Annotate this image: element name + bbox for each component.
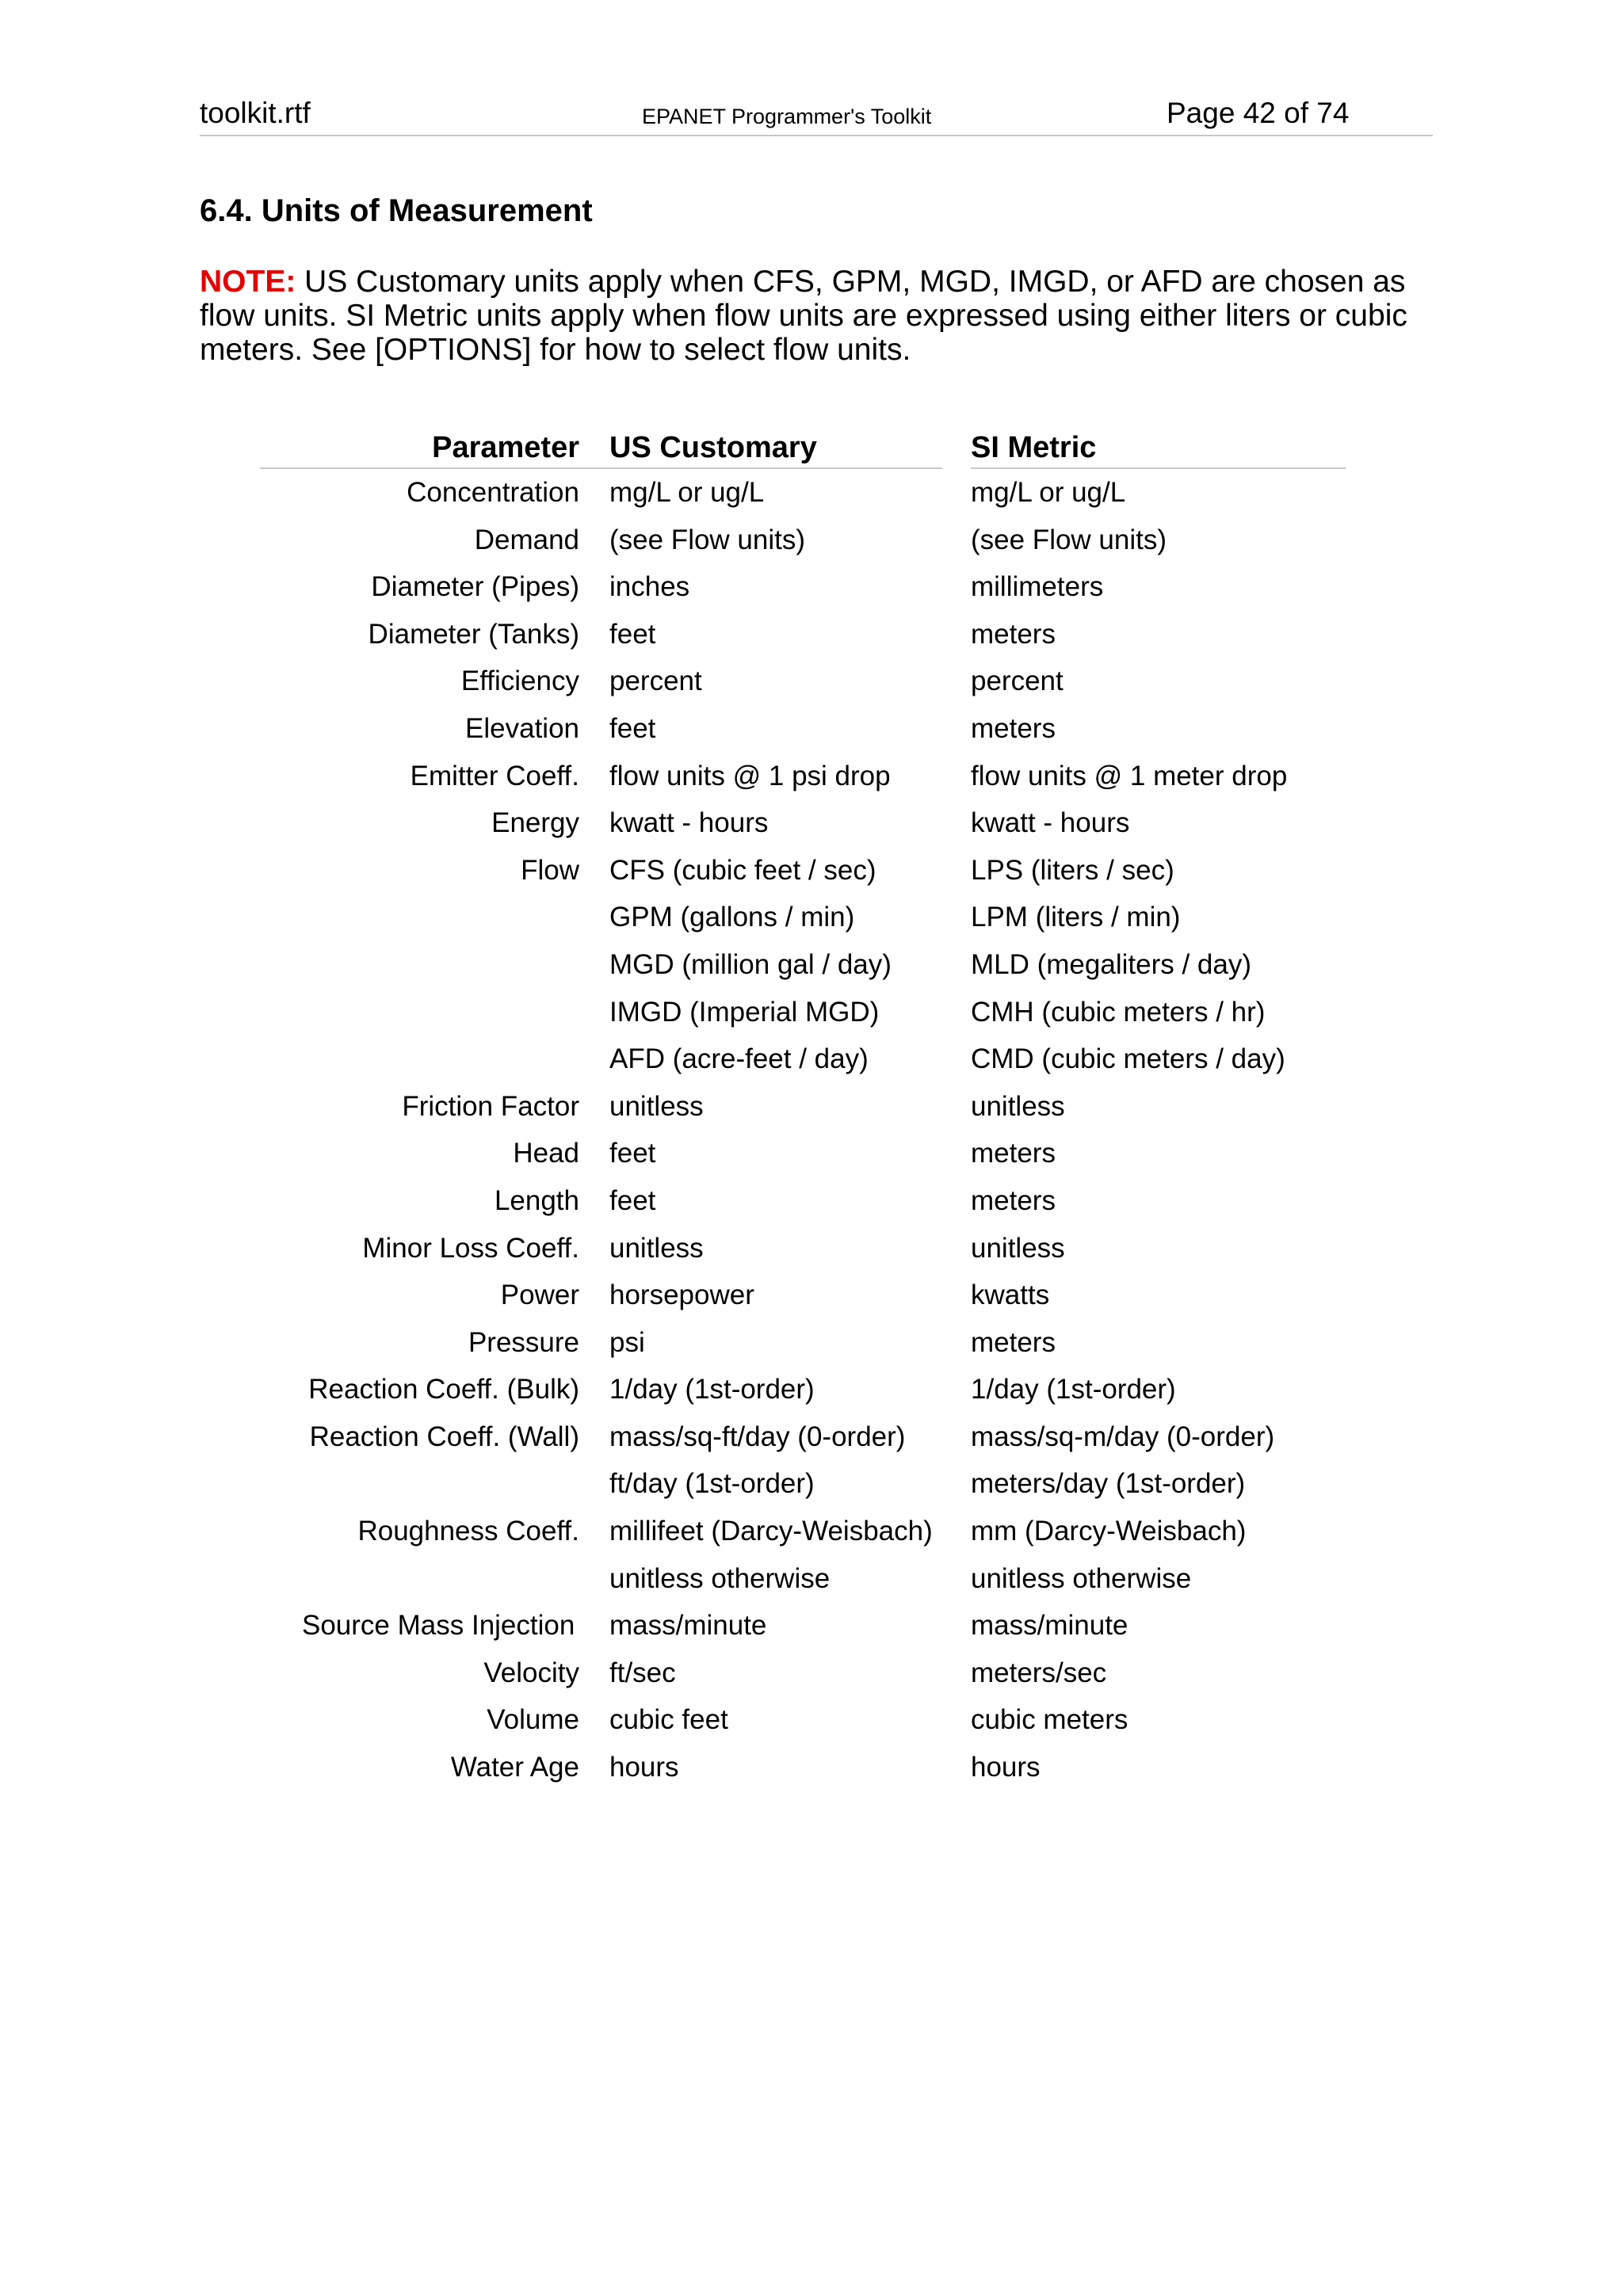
cell-us-customary: unitless (609, 1090, 704, 1122)
cell-us-customary: flow units @ 1 psi drop (609, 760, 891, 791)
table-row (260, 847, 1346, 894)
cell-us-customary: mass/minute (609, 1610, 767, 1642)
cell-us-customary: millifeet (Darcy-Weisbach) (609, 1516, 933, 1547)
cell-si-metric: (see Flow units) (971, 524, 1167, 555)
cell-us-customary: percent (609, 666, 702, 697)
cell-parameter: Emitter Coeff. (410, 760, 579, 791)
table-row (260, 1083, 1346, 1131)
cell-parameter: Power (500, 1280, 579, 1311)
cell-us-customary: IMGD (Imperial MGD) (609, 996, 880, 1028)
cell-si-metric: unitless (971, 1232, 1065, 1264)
table-row (260, 941, 1346, 989)
table-row (260, 469, 1346, 517)
note-label: NOTE: (200, 265, 296, 299)
table-row (260, 1413, 1346, 1461)
cell-us-customary: CFS (cubic feet / sec) (609, 854, 876, 886)
cell-parameter: Reaction Coeff. (Bulk) (308, 1374, 579, 1405)
cell-si-metric: 1/day (1st-order) (971, 1374, 1176, 1405)
cell-si-metric: flow units @ 1 meter drop (971, 760, 1288, 791)
cell-si-metric: meters/day (1st-order) (971, 1468, 1246, 1500)
cell-us-customary: horsepower (609, 1280, 754, 1311)
cell-si-metric: mass/minute (971, 1610, 1128, 1642)
cell-parameter: Efficiency (460, 666, 579, 697)
table-row (260, 989, 1346, 1036)
table-row (260, 1508, 1346, 1555)
cell-us-customary: feet (609, 1184, 656, 1216)
cell-us-customary: mass/sq-ft/day (0-order) (609, 1421, 906, 1452)
cell-parameter: Friction Factor (402, 1090, 579, 1122)
table-row (260, 1602, 1346, 1650)
cell-si-metric: CMH (cubic meters / hr) (971, 996, 1266, 1028)
cell-si-metric: mg/L or ug/L (971, 477, 1126, 508)
table-row (260, 1696, 1346, 1744)
cell-si-metric: kwatt - hours (971, 807, 1130, 839)
table-row (260, 1035, 1346, 1083)
page-header (200, 93, 1433, 136)
cell-si-metric: LPS (liters / sec) (971, 854, 1174, 886)
cell-si-metric: kwatts (971, 1280, 1050, 1311)
cell-si-metric: meters (971, 618, 1056, 650)
cell-si-metric: cubic meters (971, 1704, 1128, 1736)
table-row (260, 563, 1346, 611)
header-us-customary: US Customary (609, 431, 817, 464)
cell-parameter: Water Age (450, 1752, 579, 1783)
table-row (260, 1366, 1346, 1413)
cell-parameter: Length (494, 1184, 579, 1216)
table-row (260, 1460, 1346, 1508)
cell-parameter: Elevation (465, 712, 579, 744)
header-si-metric: SI Metric (971, 431, 1097, 464)
cell-parameter: Concentration (407, 477, 579, 508)
cell-parameter: Source Mass Injection (302, 1610, 575, 1642)
cell-parameter: Pressure (468, 1326, 579, 1358)
cell-parameter: Energy (491, 807, 579, 839)
cell-si-metric: MLD (megaliters / day) (971, 948, 1251, 980)
cell-parameter: Minor Loss Coeff. (362, 1232, 579, 1264)
table-row (260, 705, 1346, 753)
cell-us-customary: unitless (609, 1232, 704, 1264)
cell-us-customary: feet (609, 712, 656, 744)
table-row (260, 1319, 1346, 1367)
cell-us-customary: ft/day (1st-order) (609, 1468, 815, 1500)
table-row (260, 1744, 1346, 1791)
cell-parameter: Demand (474, 524, 579, 555)
table-row (260, 1130, 1346, 1177)
cell-us-customary: feet (609, 1138, 656, 1169)
cell-us-customary: hours (609, 1752, 679, 1783)
table-row (260, 1225, 1346, 1272)
table-row (260, 894, 1346, 941)
cell-si-metric: mm (Darcy-Weisbach) (971, 1516, 1247, 1547)
cell-parameter: Flow (521, 854, 579, 886)
table-row (260, 799, 1346, 847)
header-filename: toolkit.rtf (200, 97, 311, 129)
cell-si-metric: hours (971, 1752, 1041, 1783)
table-row (260, 753, 1346, 800)
cell-si-metric: mass/sq-m/day (0-order) (971, 1421, 1275, 1452)
header-page-number: Page 42 of 74 (1167, 97, 1350, 129)
table-row (260, 658, 1346, 705)
cell-us-customary: kwatt - hours (609, 807, 769, 839)
table-header-row (260, 426, 1346, 469)
cell-si-metric: meters (971, 1326, 1056, 1358)
cell-si-metric: meters/sec (971, 1657, 1107, 1688)
cell-parameter: Diameter (Pipes) (371, 571, 579, 603)
cell-us-customary: (see Flow units) (609, 524, 806, 555)
cell-si-metric: millimeters (971, 571, 1104, 603)
table-body (260, 469, 1346, 1791)
table-row (260, 1272, 1346, 1319)
cell-us-customary: inches (609, 571, 690, 603)
units-table (260, 426, 1346, 1791)
table-row (260, 1650, 1346, 1697)
note-text: US Customary units apply when CFS, GPM, MGD, IMGD, or AFD are chosen as flow units. SI Metric units apply when flow units are expressed using either liters or cubic meters. See [OPTIONS] for how to select flow units. (200, 265, 1407, 367)
cell-parameter: Head (513, 1138, 579, 1169)
cell-us-customary: psi (609, 1326, 645, 1358)
cell-us-customary: unitless otherwise (609, 1562, 831, 1594)
cell-si-metric: LPM (liters / min) (971, 902, 1181, 933)
cell-us-customary: mg/L or ug/L (609, 477, 765, 508)
table-row (260, 1555, 1346, 1603)
cell-si-metric: percent (971, 666, 1064, 697)
table-row (260, 1177, 1346, 1225)
header-doc-title: EPANET Programmer's Toolkit (642, 105, 932, 128)
cell-us-customary: 1/day (1st-order) (609, 1374, 815, 1405)
cell-parameter: Roughness Coeff. (357, 1516, 579, 1547)
table-row (260, 517, 1346, 564)
cell-parameter: Reaction Coeff. (Wall) (309, 1421, 579, 1452)
cell-parameter: Diameter (Tanks) (368, 618, 579, 650)
cell-si-metric: unitless (971, 1090, 1065, 1122)
cell-us-customary: GPM (gallons / min) (609, 902, 855, 933)
table-row (260, 611, 1346, 658)
note-paragraph (200, 265, 1420, 367)
cell-si-metric: meters (971, 1184, 1056, 1216)
cell-si-metric: CMD (cubic meters / day) (971, 1043, 1285, 1075)
section-title: 6.4. Units of Measurement (200, 193, 593, 228)
cell-si-metric: meters (971, 712, 1056, 744)
cell-us-customary: MGD (million gal / day) (609, 948, 892, 980)
cell-parameter: Volume (487, 1704, 579, 1736)
cell-us-customary: feet (609, 618, 656, 650)
cell-parameter: Velocity (483, 1657, 579, 1688)
cell-us-customary: AFD (acre-feet / day) (609, 1043, 869, 1075)
cell-si-metric: meters (971, 1138, 1056, 1169)
cell-us-customary: cubic feet (609, 1704, 728, 1736)
cell-us-customary: ft/sec (609, 1657, 676, 1688)
cell-si-metric: unitless otherwise (971, 1562, 1192, 1594)
header-parameter: Parameter (432, 431, 579, 464)
